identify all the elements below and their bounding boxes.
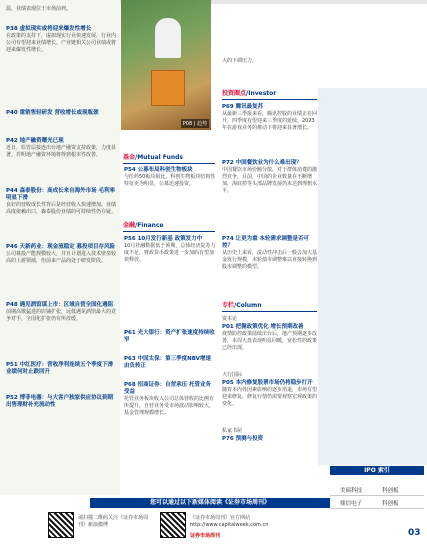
right-entry-1[interactable]: [222, 160, 317, 195]
entry-text: 良好的营收成长性背后是经营收入快速增加。业绩高度依赖出口，森泰股份业绩的可持续性仍存疑。: [6, 202, 117, 215]
section-header-funds: [123, 154, 183, 162]
crate-image: [151, 70, 185, 106]
right-entry-7[interactable]: [222, 380, 317, 408]
section-header-investor: [222, 90, 276, 98]
entry-title: P63 中国太保：第三季度NBV增速由负转正: [124, 356, 211, 369]
section-label-cn: 专栏: [222, 302, 235, 309]
section-label-en: /Mutual Funds: [135, 154, 183, 161]
section-label-en: /Investor: [246, 90, 277, 97]
right-entry-4: [222, 316, 317, 323]
right-entry-8: [222, 428, 317, 435]
new-media-banner-title: 您可以通过以下新媒体阅读《证券市场周刊》: [90, 498, 330, 508]
entry-title: P46 天新药业：现金流稳定 募投项目存风险: [6, 244, 116, 250]
magazine-logo: 证券市场周刊: [190, 533, 221, 539]
continued-text: 大的下调压力。: [222, 58, 258, 64]
entry-title: P44 森泰股份：高成长来自海外市场 毛利率明显下滑: [6, 188, 116, 201]
section-label-cn: 金融: [123, 222, 136, 229]
website-text[interactable]: 《证券市场周刊》官方网站 http://www.capitalweek.com.cn: [190, 515, 269, 528]
entry-text: 从最新三季报来看，腾讯控股的业绩正在回升，四季度有望迎来三季度的延续，2023年在游戏业务的推动下将迎来显著增长。: [222, 111, 318, 131]
left-entry-5[interactable]: [6, 244, 118, 265]
entry-title: P05 本内修复股票市场仍将稳步打开: [222, 380, 313, 386]
photo-caption: P08 | 趋势: [182, 121, 207, 127]
section-label-cn: 投资圈点: [222, 90, 247, 97]
entry-text: 近日，监管层接连出台地产融资支持政策，力度显著。若明地产融资环境将得到根本性改善。: [6, 145, 117, 158]
ipo-row[interactable]: [330, 500, 424, 509]
ipo-board: 科创板: [382, 488, 399, 494]
section-rule: [123, 231, 215, 232]
entry-text: 前期高歌猛进的店铺扩张，远低遇见酒馆最大的竞争对手，全国化扩张仍有所放缓。: [6, 309, 117, 322]
entry-title: P72 中国餐饮业为什么难出现？: [222, 160, 302, 166]
ipo-index-title: IPO 索引: [330, 466, 424, 475]
left-entry-1[interactable]: [6, 26, 118, 54]
cover-photo: [121, 0, 211, 130]
left-entry-2[interactable]: [6, 110, 118, 117]
section-rule: [123, 163, 215, 164]
entry-title: P38 虚拟现实或将迎来爆发性增长: [6, 26, 92, 32]
entry-title: P01 把握政策优化 增长预期改善: [222, 324, 304, 330]
section-label-en: /Finance: [135, 222, 164, 229]
entry-title: P56 10月发行新基 政策发力中: [124, 236, 203, 242]
website-qr-code[interactable]: [160, 512, 186, 538]
entry-title: P51 中红医疗：营收净利连续五个季度下滑 业绩何时止跌回升: [6, 362, 114, 375]
left-entry-3[interactable]: [6, 138, 118, 159]
left-entry-0: [6, 6, 118, 13]
mid-entry-2[interactable]: [124, 330, 216, 344]
section-header-finance: [123, 222, 164, 230]
entry-title: P61 光大银行：资产扩张速度持续收窄: [124, 330, 215, 343]
entry-text: 中国餐饮市场份额分散，对于群体消费的激烈竞争，目前，中国的企业数量在不断增加，海底捞等头部品牌发展仍未达到理想水平。: [222, 167, 318, 194]
ipo-company: 美瑞科技: [340, 488, 363, 494]
page-number: 03: [408, 528, 421, 538]
right-entry-6: [222, 372, 317, 379]
right-entry-5[interactable]: [222, 324, 317, 352]
mid-entry-3[interactable]: [124, 356, 216, 370]
mid-entry-0[interactable]: [124, 167, 216, 188]
entry-text: 温，业绩表现位于市场前列。: [6, 6, 72, 12]
right-entry-2[interactable]: [222, 236, 317, 271]
right-top-text: [222, 58, 317, 65]
entry-text: 公司募投产能规模较大，并且计划进入技术壁垒较高的上游领域，但前来产品尚处于研发阶段。: [6, 251, 117, 264]
section-rule: [222, 311, 317, 312]
entry-title: P48 遇见酒馆谋上市：区域自营全国化遇阻: [6, 302, 114, 308]
left-entry-8[interactable]: [6, 395, 118, 409]
left-entry-7[interactable]: [6, 362, 118, 376]
section-label-en: /Column: [234, 302, 262, 309]
section-header-column: [222, 302, 262, 310]
entry-title: P42 地产融资曙光已现: [6, 138, 64, 144]
entry-text: 在政策的支持下，虚拟现实行业快速发展，行业内公司有望迎来业绩增长，产业链相关公司业绩或将迎来爆发性增长。: [6, 33, 117, 53]
entry-text: 托管业务板块收入公司总体营收的比例有所提升，自营业务受市场波动影响较大，基金管理规模增长。: [124, 396, 215, 416]
section-label-cn: 基金: [123, 154, 136, 161]
ipo-company: 鼎信电子: [340, 501, 363, 507]
entry-title: P76 预测与投资: [222, 436, 264, 442]
ipo-row[interactable]: [330, 487, 424, 496]
left-entry-6[interactable]: [6, 302, 118, 323]
left-entry-4[interactable]: [6, 188, 118, 216]
entry-text: 从历史上来看，流动性冲击后一般会加大基金发行规模，本轮债市调整难以直接转换到股市调整的模型。: [222, 250, 318, 270]
ipo-board: 科创板: [382, 501, 399, 507]
entry-text: 10月社融数据低于预期，总体经济复苏力度不足，财政货币政策进一步加码有望加快释放。: [124, 243, 216, 263]
mid-entry-1[interactable]: [124, 236, 216, 264]
entry-text: 疫情防控政策陆续出台后，地产预期逐步改善，本周大盘表现明显回暖，宽松性的政策已经出现。: [222, 331, 318, 351]
entry-title: P52 博菲电器：与大客户独家供应协议到期 出售理财补充流动性: [6, 395, 114, 408]
entry-title: P68 招商证券：自营承压 托管业务受益: [124, 382, 212, 395]
right-entry-9[interactable]: [222, 436, 317, 443]
entry-title: P40 重销售轻研发 营收增长或现瓶颈: [6, 110, 99, 116]
column-label: 资本论: [222, 316, 238, 322]
weibo-text: 请扫描二维码关注《证券市场周刊》新浪微博: [78, 515, 149, 528]
entry-title: P74 让更为重 本轮需求调整是否可控？: [222, 236, 310, 249]
entry-title: P69 腾讯最复苏: [222, 104, 264, 110]
right-entry-0[interactable]: [222, 104, 317, 132]
mid-entry-4[interactable]: [124, 382, 216, 417]
entry-title: P54 公募布局科创生物板块: [124, 167, 193, 173]
section-rule: [222, 99, 317, 100]
worker-figure: [155, 18, 181, 58]
weibo-qr-code[interactable]: [48, 512, 74, 538]
entry-text: 随着本内外因素影响的逐步消退，市场有望迎来修复，修复行情仍需要观察宏观政策的变化。: [222, 387, 318, 407]
column-label: 私家书屋: [222, 428, 243, 434]
right-column-background: [318, 88, 427, 465]
column-label: 大行国际: [222, 372, 243, 378]
entry-text: 与医药50板块相比，科创生物板块结构性特征更为明显，公募迅速投资。: [124, 174, 216, 187]
